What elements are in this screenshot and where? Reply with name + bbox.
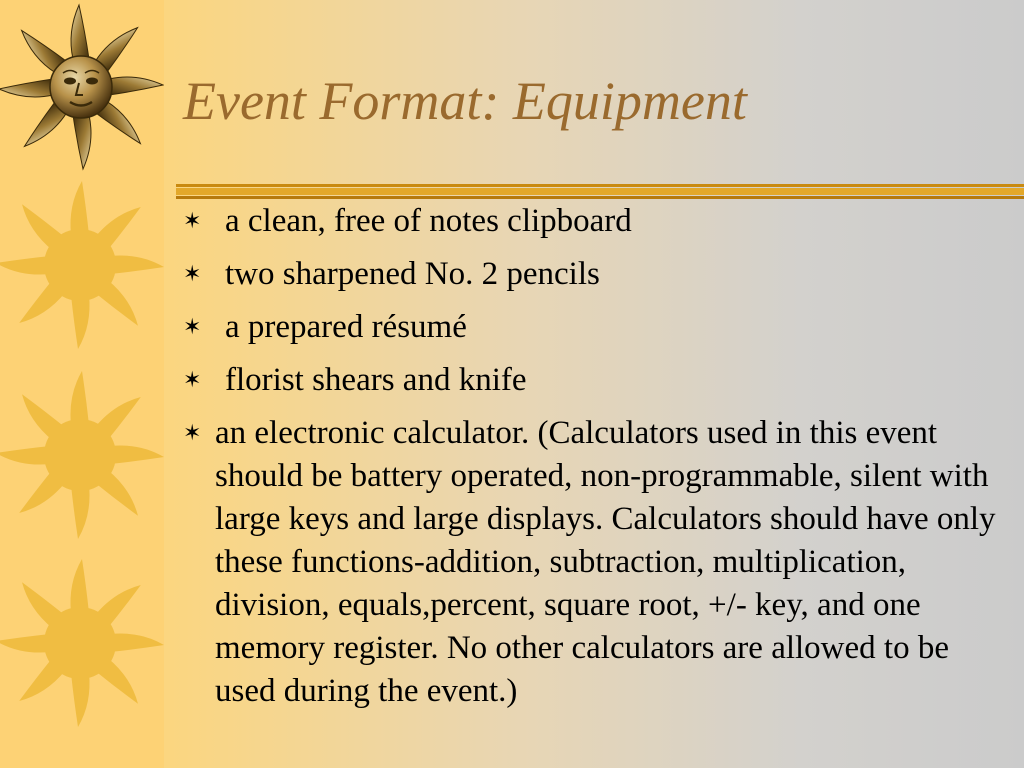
list-item [180, 306, 1010, 349]
list-item [180, 412, 1010, 713]
list-item [180, 253, 1010, 296]
six-pointed-star-icon: ✶ [183, 368, 202, 393]
sun-icon [0, 558, 164, 728]
bullet-list [180, 200, 1010, 713]
title-divider [176, 184, 1024, 200]
sun-icon [0, 370, 164, 540]
list-item [180, 200, 1010, 243]
six-pointed-star-icon: ✶ [183, 421, 202, 446]
six-pointed-star-icon: ✶ [183, 262, 202, 287]
bullet-text: two sharpened No. 2 pencils [225, 256, 600, 292]
list-item [180, 359, 1010, 402]
sun-face-icon [0, 2, 164, 172]
six-pointed-star-icon: ✶ [183, 209, 202, 234]
bullet-text: florist shears and knife [225, 362, 527, 398]
slide-title: Event Format: Equipment [183, 71, 747, 131]
sidebar-decoration [0, 0, 164, 768]
six-pointed-star-icon: ✶ [183, 315, 202, 340]
bullet-text: an electronic calculator. (Calculators used in this event should be battery operated, non-programmable, silent with large keys and large displays. Calculators should have only these functions-addition, subtraction, multiplication, division, equals,percent, square root, +/- key, and one memory register. No other calculators are allowed to be used during the event.) [215, 415, 996, 709]
sun-icon [0, 180, 164, 350]
bullet-text: a clean, free of notes clipboard [225, 203, 632, 239]
bullet-text: a prepared résumé [225, 309, 467, 345]
